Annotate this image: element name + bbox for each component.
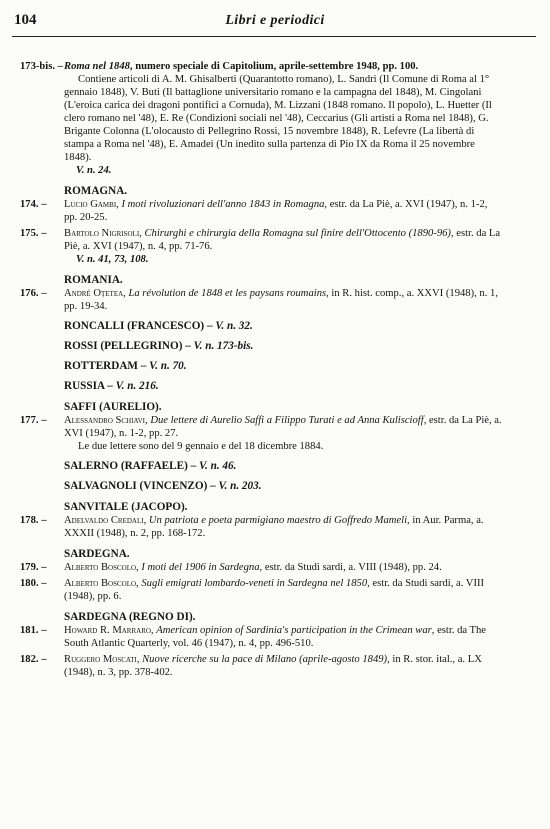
xref-name: ROTTERDAM – <box>64 360 147 372</box>
entry-title: American opinion of Sardinia's participation in the Crimean war <box>156 625 432 636</box>
xref-target: V. n. 70. <box>149 360 187 372</box>
entry-cross-reference: V. n. 41, 73, 108. <box>76 254 149 265</box>
entry-details: , estr. da La Piè, a. XVI (1947), n. 1-2, pp. 27. <box>64 415 502 439</box>
entry-number: 181. – <box>20 625 47 636</box>
entry-number: 176. – <box>20 288 47 299</box>
cross-reference-rotterdam <box>20 360 502 373</box>
xref-target: V. n. 32. <box>215 320 253 332</box>
header-rule <box>12 36 536 37</box>
section-heading-sardegna-regno: SARDEGNA (REGNO DI). <box>64 611 196 623</box>
entry-details: , in R. hist. comp., a. XXVI (1948), n. 1, pp. 19-34. <box>64 288 498 312</box>
entry-author: Alberto Boscolo <box>64 562 137 573</box>
entry-author: André Oțetea <box>64 288 124 299</box>
entry-number: 180. – <box>20 578 47 589</box>
entry-173-bis <box>20 60 502 177</box>
cross-reference-roncalli <box>20 320 502 333</box>
entry-cross-reference: V. n. 24. <box>76 165 112 176</box>
section-heading-sanvitale: SANVITALE (JACOPO). <box>64 501 188 513</box>
entry-181: 181. – Howard R. Marraro, American opinion of Sardinia's participation in the Crimean war, estr. da The South Atlantic Quarterly, vol. 46 (1947), n. 4, pp. 496-510. <box>20 625 486 649</box>
entry-title: Un patriota e poeta parmigiano maestro di Goffredo Mameli <box>148 515 408 526</box>
section-heading-romagna: ROMAGNA. <box>64 185 128 197</box>
entry-details: , estr. da La Piè, a. XVI (1947), n. 1-2, pp. 20-25. <box>64 199 488 223</box>
entry-title: Due lettere di Aurelio Saffi a Filippo Turati e ad Anna Kuliscioff <box>150 415 424 426</box>
entry-number: 179. – <box>20 562 47 573</box>
entry-178: 178. – Adelvaldo Credali, Un patriota e poeta parmigiano maestro di Goffredo Mameli, in Aur. Parma, a. XXXII (1948), n. 2, pp. 168-172. <box>20 515 484 539</box>
section-heading-romania: ROMANIA. <box>64 274 123 286</box>
entry-title: Nuove ricerche su la pace di Milano (aprile-agosto 1849) <box>142 654 388 665</box>
entry-title: La révolution de 1848 et les paysans roumains <box>128 288 327 299</box>
entry-details: , in R. stor. ital., a. LX (1948), n. 3, pp. 378-402. <box>64 654 482 678</box>
entry-180: 180. – Alberto Boscolo, Sugli emigrati lombardo-veneti in Sardegna nel 1850, estr. da Studi sardi, a. VIII (1948), pp. 6. <box>20 578 485 602</box>
entry-details: , estr. da The South Atlantic Quarterly, vol. 46 (1947), n. 4, pp. 496-510. <box>64 625 486 649</box>
entry-author: Alessandro Schiavi <box>64 415 146 426</box>
section-heading-saffi: SAFFI (AURELIO). <box>64 401 162 413</box>
cross-reference-russia <box>20 380 502 393</box>
cross-reference-salvagnoli <box>20 480 502 493</box>
entry-number: 182. – <box>20 654 47 665</box>
xref-name: RUSSIA – <box>64 380 113 392</box>
entry-note: Le due lettere sono del 9 gennaio e del 18 dicembre 1884. <box>78 441 324 452</box>
entry-title: Roma nel 1848 <box>64 61 130 72</box>
entry-number: 177. – <box>20 415 47 426</box>
page-number: 104 <box>14 12 37 28</box>
entry-number: 175. – <box>20 228 47 239</box>
entry-number: 178. – <box>20 515 47 526</box>
entry-175: 175. – Bartolo Nigrisoli, Chirurghi e chirurgia della Romagna sul finire dell'Ottocento (1890-96), estr. da La Piè, a. XVI (1947), n. 4, pp. 71-76. V. n. 41, 73, 108. <box>20 228 501 265</box>
entry-174: 174. – Lucio Gambi, I moti rivoluzionari dell'anno 1843 in Romagna, estr. da La Piè, a. XVI (1947), n. 1-2, pp. 20-25. <box>20 199 488 223</box>
entry-details: , estr. da Studi sardi, a. VIII (1948), pp. 6. <box>64 578 485 602</box>
xref-target: V. n. 173-bis. <box>193 340 254 352</box>
bibliography-content <box>20 60 502 679</box>
entry-contents: Contiene articoli di A. M. Ghisalberti (Quarantotto romano), L. Sandri (Il Comune di Roma al 1° gennaio 1848), V. Buti (Il battaglione universitario romano e la campagna del 1848), M. Cingolani (L'eroica carica dei dragoni pontifici a Cornuda), M. Lizzani (1848 romano. Il popolo), L. Huetter (Il clero romano nel '48), E. Re (Condizioni sociali nel '48), Ceccarius (Gli artisti a Roma nel 1848), G. Brigante Colonna (L'olocausto di Pellegrino Rossi, 15 novembre 1848), R. Lefevre (La libertà di stampa a Roma nel '48), E. Amadei (Un inedito sulla partenza di Pio IX da Roma il 25 novembre 1848). <box>64 74 492 163</box>
entry-182: 182. – Ruggero Moscati, Nuove ricerche su la pace di Milano (aprile-agosto 1849), in R. stor. ital., a. LX (1948), n. 3, pp. 378-402. <box>20 654 482 678</box>
entry-number: 173-bis. – <box>20 61 63 72</box>
xref-target: V. n. 203. <box>218 480 262 492</box>
xref-target: V. n. 216. <box>115 380 159 392</box>
section-heading-sardegna: SARDEGNA. <box>64 548 130 560</box>
entry-details: , estr. da La Piè, a. XVI (1947), n. 4, pp. 71-76. <box>64 228 501 252</box>
cross-reference-rossi <box>20 340 502 353</box>
entry-details: , estr. da Studi sardi, a. VIII (1948), pp. 24. <box>259 562 442 573</box>
xref-name: SALVAGNOLI (VINCENZO) – <box>64 480 216 492</box>
entry-177: 177. – Alessandro Schiavi, Due lettere di Aurelio Saffi a Filippo Turati e ad Anna Kuliscioff, estr. da La Piè, a. XVI (1947), n. 1-2, pp. 27. Le due lettere sono del 9 gennaio e del 18 dicembre 1884. <box>20 415 502 452</box>
running-title: Libri e periodici <box>225 13 325 28</box>
entry-author: Lucio Gambi <box>64 199 117 210</box>
entry-176: 176. – André Oțetea, La révolution de 1848 et les paysans roumains, in R. hist. comp., a. XXVI (1948), n. 1, pp. 19-34. <box>20 288 498 312</box>
cross-reference-salerno <box>20 460 502 473</box>
entry-179: 179. – Alberto Boscolo, I moti del 1906 in Sardegna, estr. da Studi sardi, a. VIII (1948), pp. 24. <box>20 562 442 573</box>
entry-title: Chirurghi e chirurgia della Romagna sul finire dell'Ottocento (1890-96) <box>144 228 451 239</box>
page-header <box>14 14 536 32</box>
entry-author: Howard R. Marraro <box>64 625 151 636</box>
xref-name: RONCALLI (FRANCESCO) – <box>64 320 213 332</box>
entry-title: Sugli emigrati lombardo-veneti in Sardegna nel 1850 <box>141 578 368 589</box>
entry-number: 174. – <box>20 199 47 210</box>
entry-title: I moti del 1906 in Sardegna <box>141 562 260 573</box>
entry-author: Alberto Boscolo <box>64 578 137 589</box>
entry-details: , numero speciale di Capitolium, aprile-settembre 1948, pp. 100. <box>129 61 419 72</box>
entry-title: I moti rivoluzionari dell'anno 1843 in Romagna <box>121 199 325 210</box>
entry-details: , in Aur. Parma, a. XXXII (1948), n. 2, pp. 168-172. <box>64 515 484 539</box>
entry-author: Adelvaldo Credali <box>64 515 144 526</box>
xref-name: ROSSI (PELLEGRINO) – <box>64 340 191 352</box>
xref-target: V. n. 46. <box>198 460 237 472</box>
xref-name: SALERNO (RAFFAELE) – <box>64 460 197 472</box>
entry-author: Ruggero Moscati <box>64 654 137 665</box>
entry-author: Bartolo Nigrisoli <box>64 228 140 239</box>
